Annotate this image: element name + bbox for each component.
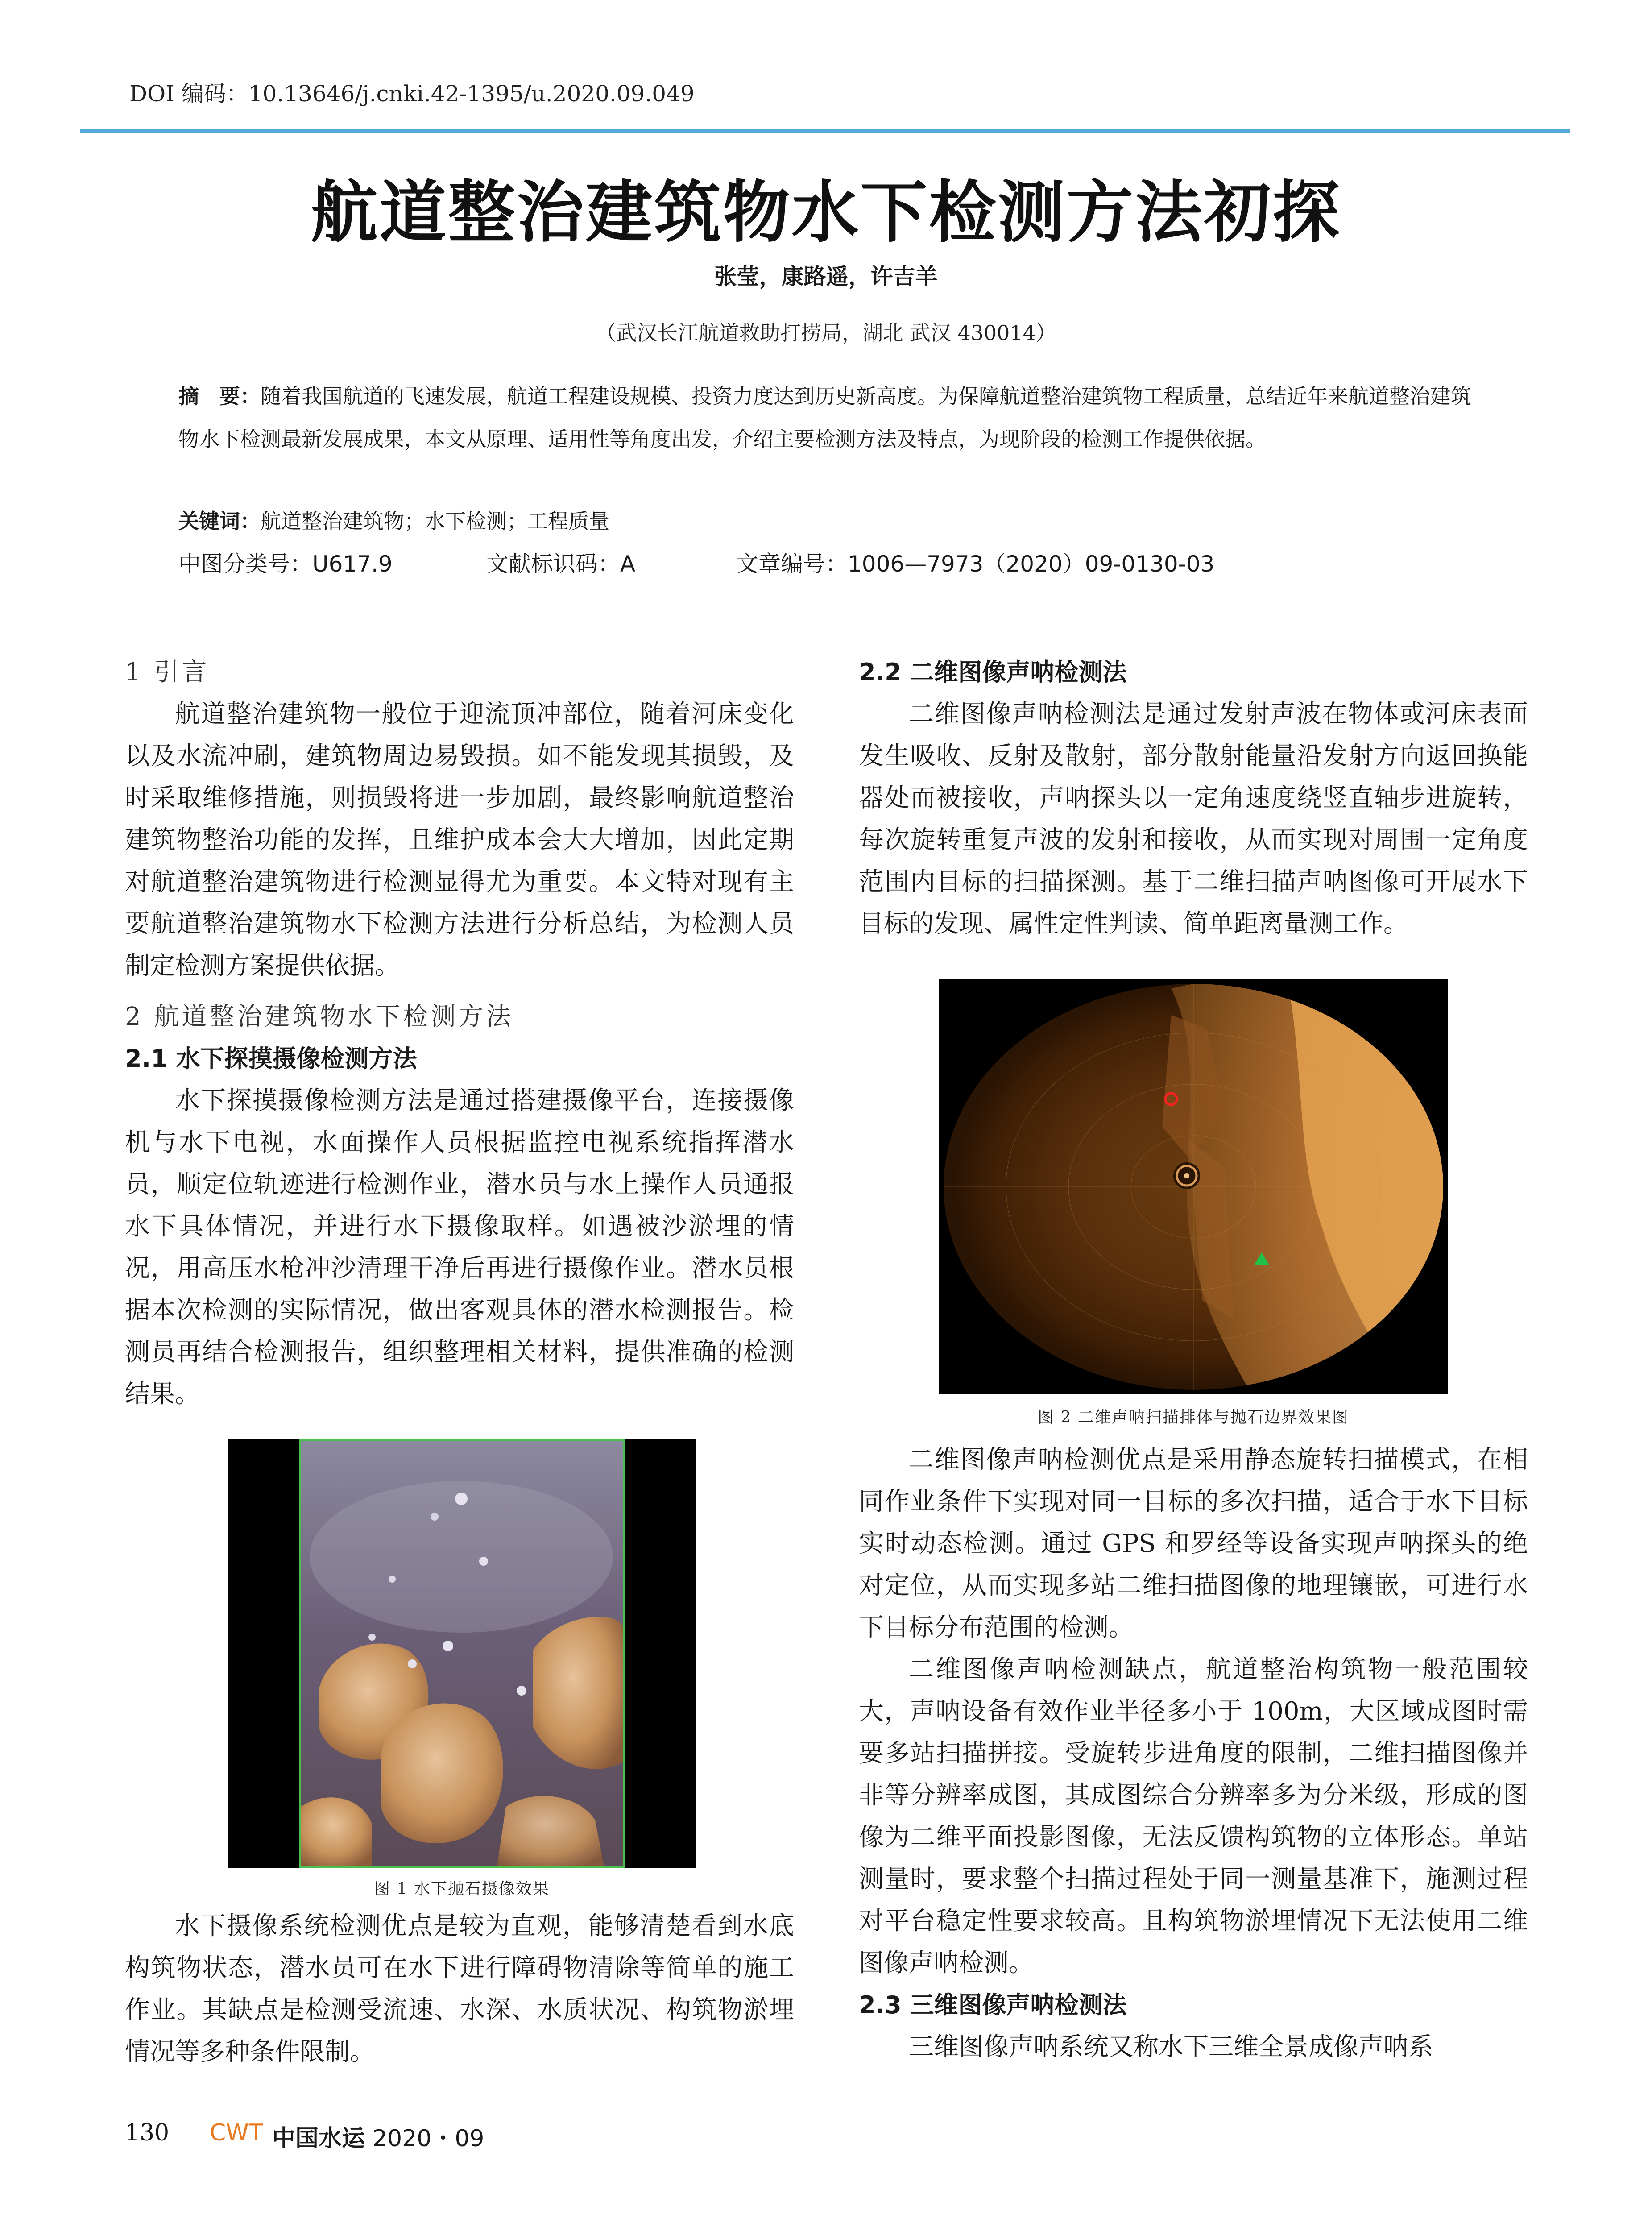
abstract-text: 随着我国航道的飞速发展，航道工程建设规模、投资力度达到历史新高度。为保障航道整治建筑物工程质量，总结近年来航道整治建筑物水下检测最新发展成果，本文从原理、适用性等角度出发，介绍主要检测方法及特点，为现阶段的检测工作提供依据。	[178, 384, 1471, 451]
figure-2-sonar-scan-image	[939, 979, 1448, 1394]
section-2-heading: 2 航道整治建筑物水下检测方法	[125, 1002, 514, 1031]
left-column-lower	[125, 1905, 794, 2073]
journal-issue: 2020・09	[373, 2125, 484, 2152]
keywords-text: 航道整治建筑物；水下检测；工程质量	[261, 509, 609, 533]
page-number: 130	[125, 2119, 170, 2146]
figure-1-underwater-riprap-photo	[228, 1439, 696, 1868]
left-column	[125, 651, 794, 1415]
section-2-3-heading: 2.3 三维图像声呐检测法	[859, 1991, 1127, 2019]
abstract-label: 摘 要：	[178, 384, 261, 408]
figure-2-caption: 图 2 二维声呐扫描排体与抛石边界效果图	[1038, 1408, 1349, 1427]
figure-1-photo-frame	[299, 1439, 625, 1868]
paper-title: 航道整治建筑物水下检测方法初探	[311, 173, 1341, 252]
page-footer	[125, 2119, 749, 2155]
section-2-1-paragraph-2: 水下摄像系统检测优点是较为直观，能够清楚看到水底构筑物状态，潜水员可在水下进行障碍物清除等简单的施工作业。其缺点是检测受流速、水深、水质状况、构筑物淤埋情况等多种条件限制。	[125, 1912, 794, 2066]
section-2-1-paragraph-1: 水下探摸摄像检测方法是通过搭建摄像平台，连接摄像机与水下电视，水面操作人员根据监控电视系统指挥潜水员，顺定位轨迹进行检测作业，潜水员与水上操作人员通报水下具体情况，并进行水下摄像取样。如遇被沙淤埋的情况，用高压水枪冲沙清理干净后再进行摄像作业。潜水员根据本次检测的实际情况，做出客观具体的潜水检测报告。检测员再结合检测报告，组织整理相关材料，提供准确的检测结果。	[125, 1086, 794, 1409]
section-2-2-paragraph-3: 二维图像声呐检测缺点，航道整治构筑物一般范围较大，声呐设备有效作业半径多小于 100m，大区域成图时需要多站扫描拼接。受旋转步进角度的限制，二维扫描图像并非等分辨率成图，其成图综合分辨率多为分米级，形成的图像为二维平面投影图像，无法反馈构筑物的立体形态。单站测量时，要求整个扫描过程处于同一测量基准下，施测过程对平台稳定性要求较高。且构筑物淤埋情况下无法使用二维图像声呐检测。	[859, 1655, 1528, 1978]
section-2-2-heading: 2.2 二维图像声呐检测法	[859, 658, 1127, 686]
right-column-lower	[859, 1439, 1528, 2068]
article-number: 文章编号：1006—7973（2020）09-0130-03	[736, 551, 1215, 577]
doc-code: 文献标识码：A	[486, 551, 636, 577]
journal-name: 中国水运	[272, 2125, 365, 2152]
section-1-paragraph: 航道整治建筑物一般位于迎流顶冲部位，随着河床变化以及水流冲刷，建筑物周边易毁损。如不能发现其损毁，及时采取维修措施，则损毁将进一步加剧，最终影响航道整治建筑物整治功能的发挥，且维护成本会大大增加，因此定期对航道整治建筑物进行检测显得尤为重要。本文特对现有主要航道整治建筑物水下检测方法进行分析总结，为检测人员制定检测方案提供依据。	[125, 700, 794, 980]
abstract	[178, 375, 1486, 460]
section-2-2-paragraph-2: 二维图像声呐检测优点是采用静态旋转扫描模式，在相同作业条件下实现对同一目标的多次扫描，适合于水下目标实时动态检测。通过 GPS 和罗经等设备实现声呐探头的绝对定位，从而实现多站二维扫描图像的地理镶嵌，可进行水下目标分布范围的检测。	[859, 1445, 1528, 1642]
affiliation: （武汉长江航道救助打捞局，湖北 武汉 430014）	[596, 321, 1056, 345]
section-1-heading: 1 引言	[125, 658, 210, 687]
section-2-3-paragraph-1: 三维图像声呐系统又称水下三维全景成像声呐系	[909, 2032, 1433, 2061]
section-2-2-paragraph-1: 二维图像声呐检测法是通过发射声波在物体或河床表面发生吸收、反射及散射，部分散射能量沿发射方向返回换能器处而被接收，声呐探头以一定角速度绕竖直轴步进旋转，每次旋转重复声波的发射和接收，从而实现对周围一定角度范围内目标的扫描探测。基于二维扫描声呐图像可开展水下目标的发现、属性定性判读、简单距离量测工作。	[859, 700, 1528, 938]
authors: 张莹，康路遥，许吉羊	[714, 264, 938, 290]
doi-line: DOI 编码：10.13646/j.cnki.42-1395/u.2020.09.049	[129, 81, 695, 107]
clc-number: 中图分类号：U617.9	[178, 551, 393, 577]
section-2-1-heading: 2.1 水下探摸摄像检测方法	[125, 1045, 417, 1073]
figure-1-photo	[301, 1441, 623, 1866]
figure-2-sonar-image	[939, 979, 1448, 1394]
keywords-label: 关键词：	[178, 509, 261, 533]
figure-1-caption: 图 1 水下抛石摄像效果	[374, 1880, 550, 1898]
keywords	[178, 500, 1486, 543]
right-column	[859, 651, 1528, 945]
header-rule	[80, 129, 1570, 133]
journal-brand: CWT	[210, 2119, 263, 2146]
